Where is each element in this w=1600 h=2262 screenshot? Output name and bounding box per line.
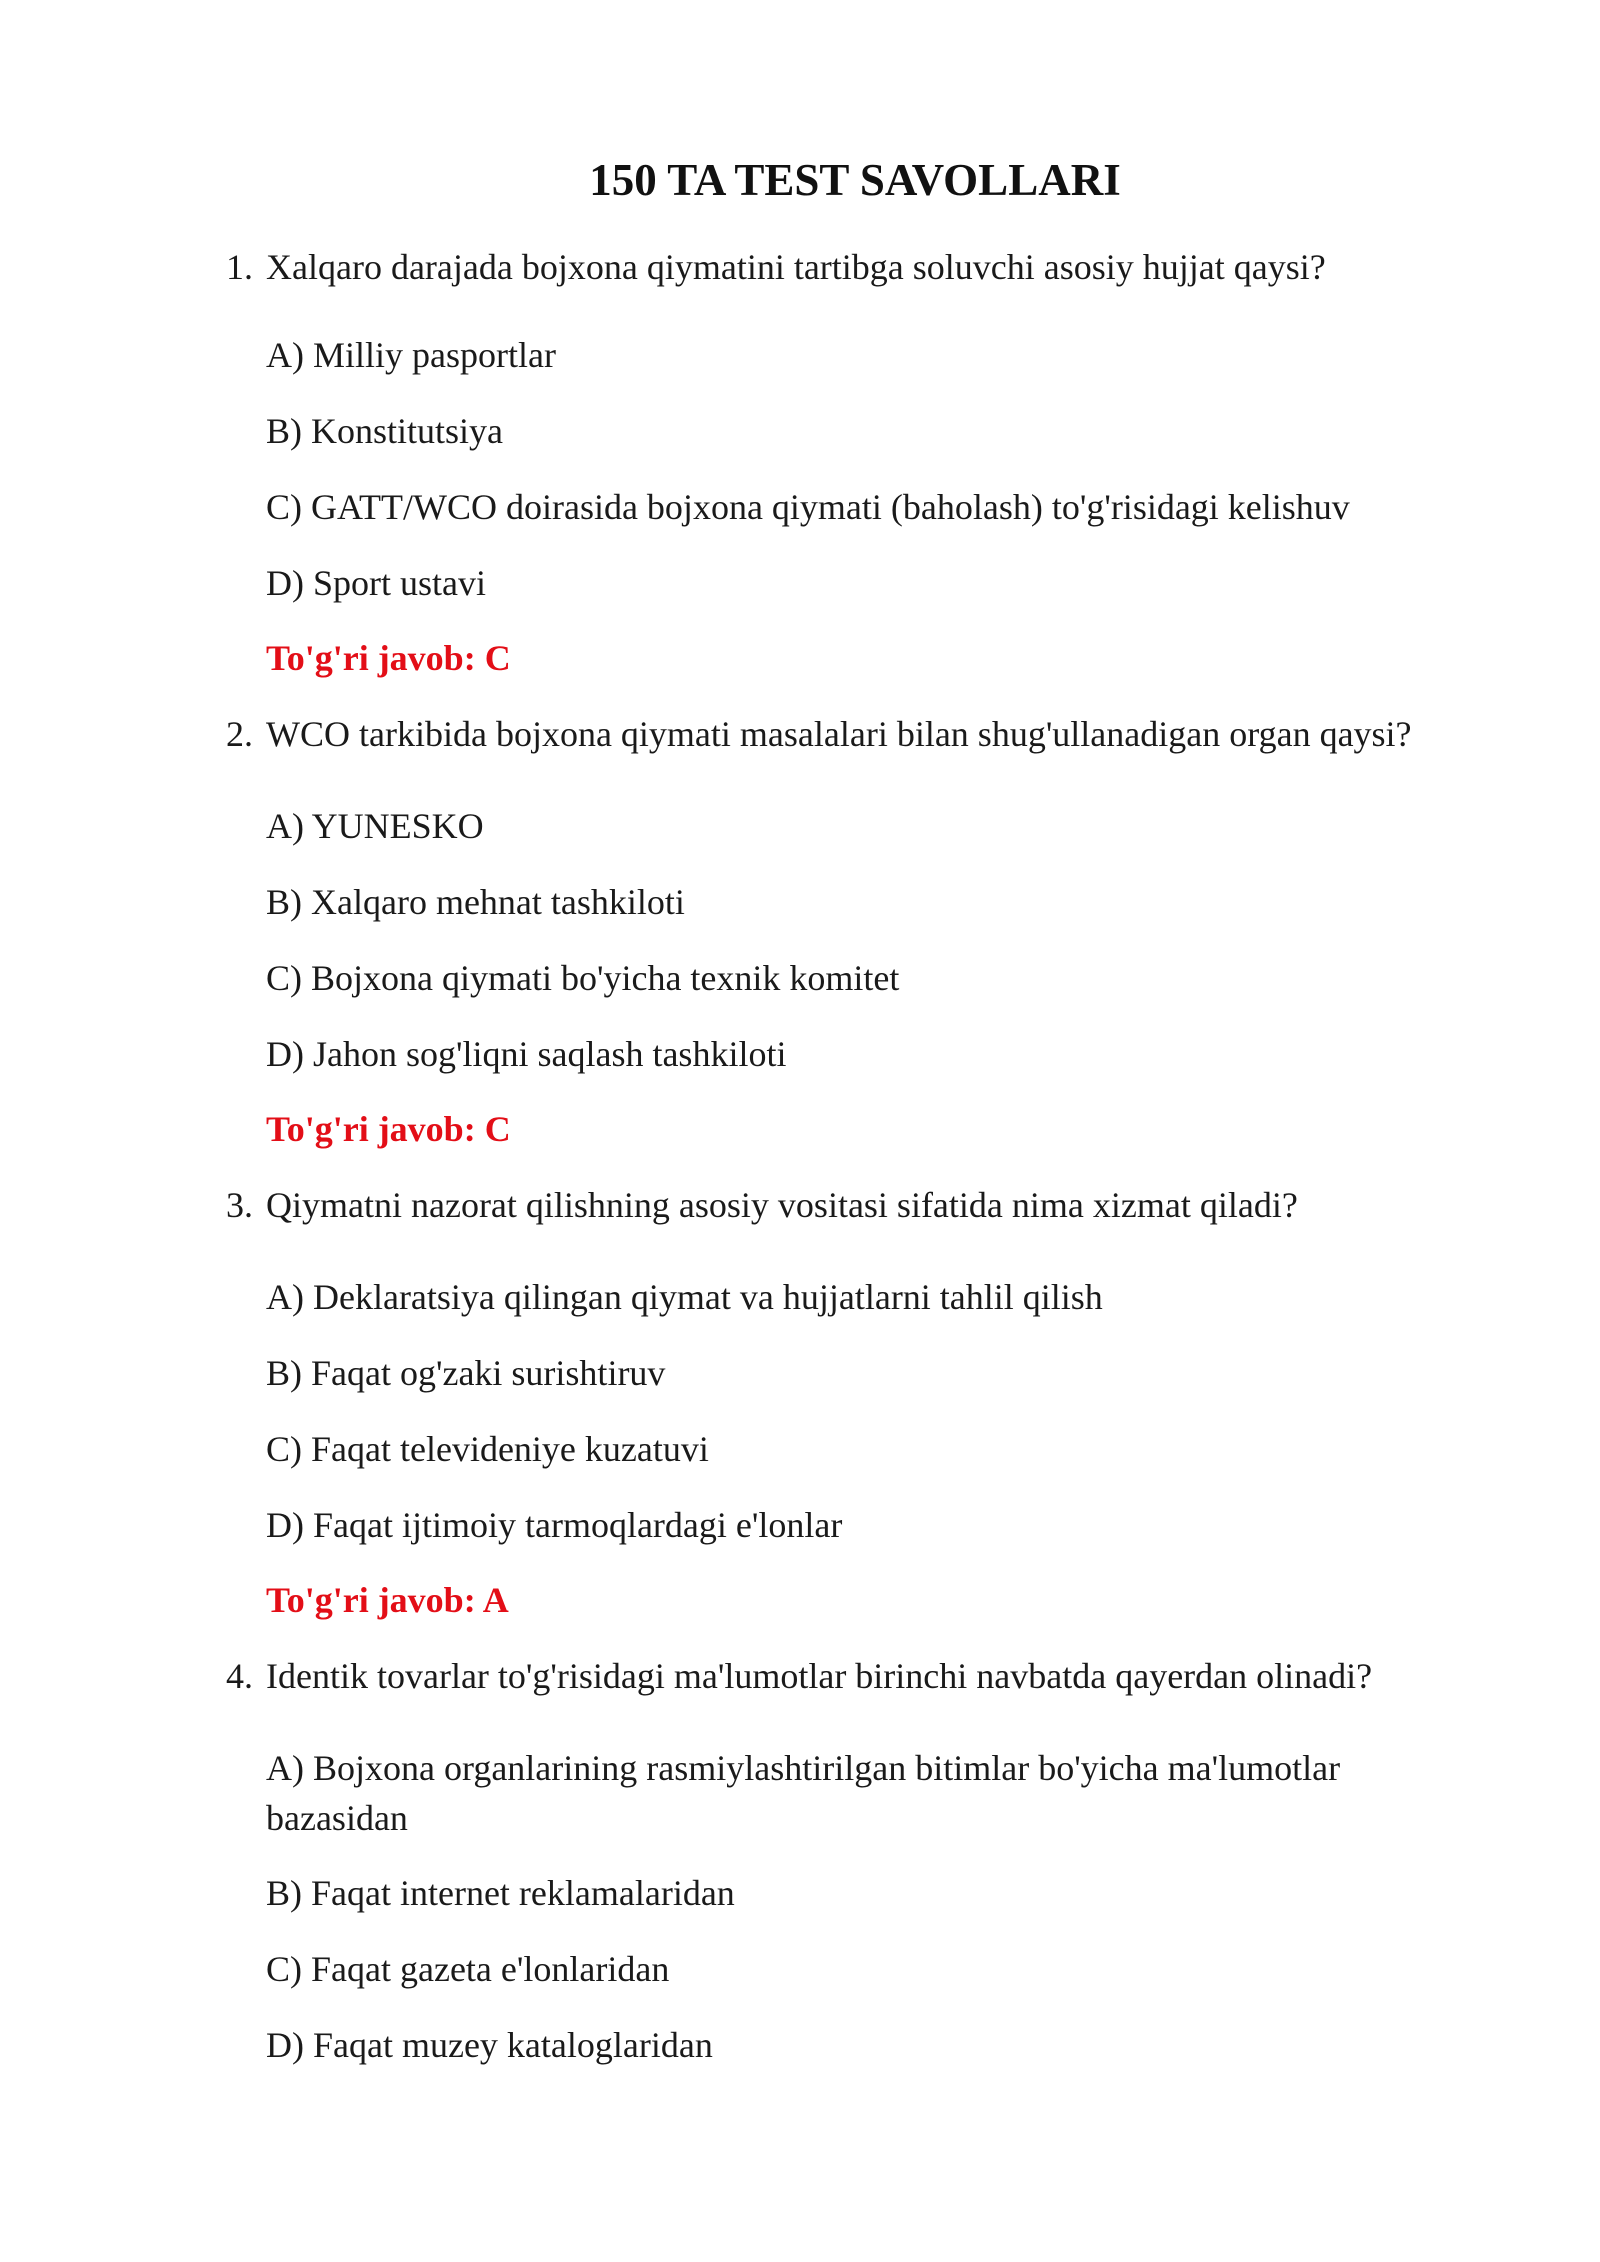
question-text: Xalqaro darajada bojxona qiymatini tartibga soluvchi asosiy hujjat qaysi? <box>266 247 1326 287</box>
correct-answer: To'g'ri javob: C <box>266 1109 511 1149</box>
question-2 <box>226 710 1526 758</box>
correct-answer: To'g'ri javob: C <box>266 638 511 678</box>
option-a: A) Deklaratsiya qilingan qiymat va hujjatlarni tahlil qilish <box>266 1277 1103 1317</box>
option-d: D) Sport ustavi <box>266 563 486 603</box>
question-text: WCO tarkibida bojxona qiymati masalalari bilan shug'ullanadigan organ qaysi? <box>266 714 1412 754</box>
option-b: B) Faqat internet reklamalaridan <box>266 1873 735 1913</box>
option-a: A) Milliy pasportlar <box>266 335 556 375</box>
question-text: Identik tovarlar to'g'risidagi ma'lumotlar birinchi navbatda qayerdan olinadi? <box>266 1656 1373 1696</box>
question-number: 3. <box>226 1185 253 1225</box>
correct-answer: To'g'ri javob: A <box>266 1580 509 1620</box>
option-c: C) Faqat televideniye kuzatuvi <box>266 1429 709 1469</box>
option-b: B) Konstitutsiya <box>266 411 504 451</box>
option-c: C) Faqat gazeta e'lonlaridan <box>266 1949 670 1989</box>
option-d: D) Faqat muzey kataloglaridan <box>266 2025 713 2065</box>
option-d: D) Faqat ijtimoiy tarmoqlardagi e'lonlar <box>266 1505 843 1545</box>
question-text: Qiymatni nazorat qilishning asosiy vositasi sifatida nima xizmat qiladi? <box>266 1185 1298 1225</box>
option-a: A) YUNESKO <box>266 806 484 846</box>
page-title: 150 TA TEST SAVOLLARI <box>589 155 1121 205</box>
question-1 <box>226 243 1526 291</box>
option-b: B) Xalqaro mehnat tashkiloti <box>266 882 685 922</box>
question-4 <box>226 1652 1526 1700</box>
question-3 <box>226 1181 1526 1229</box>
question-number: 2. <box>226 714 253 754</box>
question-number: 4. <box>226 1656 253 1696</box>
question-number: 1. <box>226 247 253 287</box>
option-d: D) Jahon sog'liqni saqlash tashkiloti <box>266 1034 787 1074</box>
option-c: C) Bojxona qiymati bo'yicha texnik komitet <box>266 958 900 998</box>
option-c: C) GATT/WCO doirasida bojxona qiymati (baholash) to'g'risidagi kelishuv <box>266 487 1350 527</box>
option-a: A) Bojxona organlarining rasmiylashtirilgan bitimlar bo'yicha ma'lumotlar bazasidan <box>266 1748 1341 1838</box>
option-b: B) Faqat og'zaki surishtiruv <box>266 1353 666 1393</box>
